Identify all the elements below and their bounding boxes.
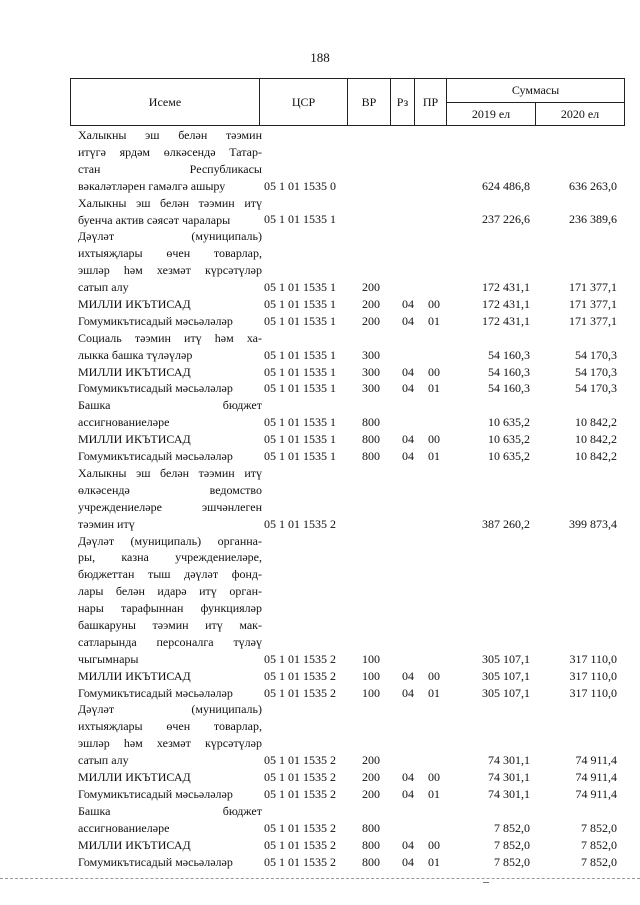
row-name-line: Дәүләт (муниципаль) органна- — [78, 533, 262, 548]
row-sum-2020: 10 842,2 — [575, 432, 617, 447]
row-sum-2020: 171 377,1 — [569, 280, 617, 295]
row-name — [78, 195, 262, 229]
row-rz: 04 — [402, 837, 414, 852]
row-vr: 800 — [362, 415, 380, 430]
row-name-line: эшләр һәм хезмәт күрсәтүләр — [78, 263, 262, 278]
row-rz: 04 — [402, 685, 414, 700]
row-name — [78, 533, 262, 668]
row-csr: 05 1 01 1535 2 — [264, 786, 336, 801]
row-name-line: Башка бюджет — [78, 398, 262, 413]
row-name-line: МИЛЛИ ИКЪТИСАД — [78, 770, 191, 785]
row-sum-2019: 74 301,1 — [488, 753, 530, 768]
row-sum-2019: 74 301,1 — [488, 786, 530, 801]
row-sum-2020: 399 873,4 — [569, 516, 617, 531]
row-sum-2019: 387 260,2 — [482, 516, 530, 531]
row-sum-2020: 10 842,2 — [575, 415, 617, 430]
table-row — [0, 431, 640, 448]
row-name-line: лары белән идарә итү орган- — [78, 584, 262, 599]
row-sum-2020: 7 852,0 — [581, 837, 617, 852]
row-csr: 05 1 01 1535 1 — [264, 364, 336, 379]
row-sum-2019: 305 107,1 — [482, 685, 530, 700]
row-rz: 04 — [402, 364, 414, 379]
row-name-line: итүгә ярдәм өлкәсендә Татар- — [78, 144, 262, 159]
row-name — [78, 380, 262, 397]
table-row — [0, 465, 640, 533]
row-name — [78, 228, 262, 296]
table-row — [0, 397, 640, 431]
row-name-line: сатып алу — [78, 280, 129, 295]
table-row — [0, 854, 640, 871]
row-csr: 05 1 01 1535 2 — [264, 753, 336, 768]
row-sum-2020: 317 110,0 — [569, 668, 617, 683]
row-csr: 05 1 01 1535 1 — [264, 296, 336, 311]
row-pr: 00 — [428, 296, 440, 311]
row-name-line: ассигнованиеләре — [78, 820, 170, 835]
row-name — [78, 803, 262, 837]
row-vr: 300 — [362, 347, 380, 362]
row-rz: 04 — [402, 786, 414, 801]
row-name — [78, 854, 262, 871]
row-csr: 05 1 01 1535 2 — [264, 770, 336, 785]
row-name — [78, 465, 262, 533]
row-csr: 05 1 01 1535 2 — [264, 516, 336, 531]
table-row — [0, 786, 640, 803]
table-row — [0, 195, 640, 229]
footer-mark — [483, 882, 489, 883]
table-row — [0, 533, 640, 668]
row-sum-2019: 305 107,1 — [482, 651, 530, 666]
row-name-line: Халыкны эш белән тәэмин итү — [78, 465, 262, 480]
row-rz: 04 — [402, 381, 414, 396]
row-name-line: сатып алу — [78, 753, 129, 768]
row-rz: 04 — [402, 854, 414, 869]
header-rz: Рз — [390, 78, 415, 126]
row-sum-2019: 172 431,1 — [482, 313, 530, 328]
row-sum-2019: 7 852,0 — [494, 820, 530, 835]
row-sum-2019: 54 160,3 — [488, 347, 530, 362]
row-vr: 200 — [362, 753, 380, 768]
row-sum-2020: 7 852,0 — [581, 854, 617, 869]
row-csr: 05 1 01 1535 2 — [264, 854, 336, 869]
header-pr: ПР — [414, 78, 447, 126]
row-vr: 200 — [362, 786, 380, 801]
row-name-line: МИЛЛИ ИКЪТИСАД — [78, 364, 191, 379]
row-name-line: ихтыяҗлары өчен товарлар, — [78, 246, 262, 261]
row-vr: 200 — [362, 296, 380, 311]
table-row — [0, 448, 640, 465]
row-sum-2019: 172 431,1 — [482, 296, 530, 311]
row-name — [78, 668, 262, 685]
row-name-line: Дәүләт (муниципаль) — [78, 702, 262, 717]
row-sum-2019: 10 635,2 — [488, 449, 530, 464]
page-number: 188 — [310, 50, 330, 65]
row-sum-2020: 74 911,4 — [575, 770, 617, 785]
row-vr: 300 — [362, 364, 380, 379]
row-rz: 04 — [402, 296, 414, 311]
row-csr: 05 1 01 1535 1 — [264, 381, 336, 396]
row-sum-2020: 636 263,0 — [569, 178, 617, 193]
row-name-line: Халыкны эш белән тәэмин итү — [78, 195, 262, 210]
row-vr: 800 — [362, 837, 380, 852]
row-csr: 05 1 01 1535 2 — [264, 668, 336, 683]
row-name-line: ры, казна учреждениеләре, — [78, 550, 262, 565]
row-name-line: МИЛЛИ ИКЪТИСАД — [78, 432, 191, 447]
row-pr: 00 — [428, 668, 440, 683]
row-sum-2020: 10 842,2 — [575, 449, 617, 464]
table-row — [0, 330, 640, 364]
row-name-line: Гомумикътисадый мәсьәләләр — [78, 786, 233, 801]
row-pr: 00 — [428, 770, 440, 785]
row-name — [78, 837, 262, 854]
row-sum-2019: 54 160,3 — [488, 381, 530, 396]
row-name — [78, 786, 262, 803]
table-header — [70, 78, 625, 126]
row-name-line: буенча актив сәясәт чаралары — [78, 212, 231, 227]
row-name-line: Гомумикътисадый мәсьәләләр — [78, 449, 233, 464]
row-rz: 04 — [402, 668, 414, 683]
table-row — [0, 668, 640, 685]
header-year-2019: 2019 ел — [446, 102, 536, 126]
row-sum-2020: 236 389,6 — [569, 212, 617, 227]
row-name-line: лыкка башка түләүләр — [78, 347, 193, 362]
row-sum-2020: 74 911,4 — [575, 786, 617, 801]
row-vr: 200 — [362, 770, 380, 785]
row-sum-2019: 10 635,2 — [488, 415, 530, 430]
row-name — [78, 330, 262, 364]
row-name — [78, 701, 262, 769]
row-name — [78, 685, 262, 702]
row-pr: 00 — [428, 837, 440, 852]
row-sum-2019: 305 107,1 — [482, 668, 530, 683]
table-row — [0, 127, 640, 195]
row-csr: 05 1 01 1535 1 — [264, 432, 336, 447]
row-vr: 100 — [362, 651, 380, 666]
row-sum-2019: 624 486,8 — [482, 178, 530, 193]
row-name-line: МИЛЛИ ИКЪТИСАД — [78, 668, 191, 683]
table-row — [0, 228, 640, 296]
row-name-line: өлкәсендә ведомство — [78, 482, 262, 497]
row-csr: 05 1 01 1535 1 — [264, 415, 336, 430]
row-name-line: чыгымнары — [78, 651, 139, 666]
row-sum-2020: 171 377,1 — [569, 313, 617, 328]
row-sum-2019: 74 301,1 — [488, 770, 530, 785]
row-sum-2019: 10 635,2 — [488, 432, 530, 447]
row-rz: 04 — [402, 313, 414, 328]
row-vr: 300 — [362, 381, 380, 396]
row-name-line: Дәүләт (муниципаль) — [78, 229, 262, 244]
row-name-line: бюджеттан тыш дәүләт фонд- — [78, 567, 262, 582]
row-name-line: Социаль тәэмин итү һәм ха- — [78, 330, 262, 345]
header-csr: ЦСР — [259, 78, 348, 126]
row-sum-2020: 317 110,0 — [569, 651, 617, 666]
row-sum-2020: 54 170,3 — [575, 381, 617, 396]
row-vr: 800 — [362, 854, 380, 869]
row-name — [78, 431, 262, 448]
row-sum-2019: 172 431,1 — [482, 280, 530, 295]
row-sum-2020: 74 911,4 — [575, 753, 617, 768]
row-pr: 01 — [428, 854, 440, 869]
table-row — [0, 769, 640, 786]
table-row — [0, 837, 640, 854]
row-name — [78, 313, 262, 330]
row-name — [78, 397, 262, 431]
row-vr: 200 — [362, 280, 380, 295]
row-vr: 800 — [362, 449, 380, 464]
row-name — [78, 769, 262, 786]
table-row — [0, 685, 640, 702]
table-row — [0, 364, 640, 381]
row-vr: 200 — [362, 313, 380, 328]
row-name — [78, 127, 262, 195]
row-sum-2019: 7 852,0 — [494, 837, 530, 852]
row-name — [78, 296, 262, 313]
row-sum-2019: 54 160,3 — [488, 364, 530, 379]
row-name-line: МИЛЛИ ИКЪТИСАД — [78, 837, 191, 852]
row-sum-2020: 317 110,0 — [569, 685, 617, 700]
header-year-2020: 2020 ел — [535, 102, 625, 126]
row-pr: 01 — [428, 786, 440, 801]
row-pr: 01 — [428, 449, 440, 464]
row-name-line: Гомумикътисадый мәсьәләләр — [78, 313, 233, 328]
row-pr: 00 — [428, 432, 440, 447]
row-name-line: Башка бюджет — [78, 803, 262, 818]
row-csr: 05 1 01 1535 2 — [264, 651, 336, 666]
row-name-line: Гомумикътисадый мәсьәләләр — [78, 854, 233, 869]
row-csr: 05 1 01 1535 1 — [264, 449, 336, 464]
row-csr: 05 1 01 1535 1 — [264, 313, 336, 328]
row-name-line: МИЛЛИ ИКЪТИСАД — [78, 296, 191, 311]
row-name — [78, 364, 262, 381]
table-row — [0, 296, 640, 313]
table-row — [0, 313, 640, 330]
row-pr: 01 — [428, 313, 440, 328]
row-name-line: нары тарафыннан функцияләр — [78, 601, 262, 616]
row-name-line: Халыкны эш белән тәэмин — [78, 128, 262, 142]
row-vr: 100 — [362, 668, 380, 683]
row-csr: 05 1 01 1535 2 — [264, 820, 336, 835]
row-sum-2020: 171 377,1 — [569, 296, 617, 311]
row-name-line: сатларында персоналга түләү — [78, 634, 262, 649]
row-vr: 100 — [362, 685, 380, 700]
table-row — [0, 701, 640, 769]
row-sum-2020: 7 852,0 — [581, 820, 617, 835]
row-rz: 04 — [402, 432, 414, 447]
row-csr: 05 1 01 1535 1 — [264, 347, 336, 362]
row-name-line: башкаруны тәэмин итү мак- — [78, 618, 262, 633]
row-pr: 01 — [428, 381, 440, 396]
row-name-line: учреждениеләре эшчәнлеген — [78, 499, 262, 514]
row-name-line: тәэмин итү — [78, 516, 135, 531]
row-sum-2020: 54 170,3 — [575, 347, 617, 362]
header-name: Исеме — [70, 78, 260, 126]
table-row — [0, 380, 640, 397]
row-vr: 800 — [362, 432, 380, 447]
table-body — [0, 127, 640, 870]
row-rz: 04 — [402, 449, 414, 464]
row-csr: 05 1 01 1535 1 — [264, 280, 336, 295]
row-name-line: эшләр һәм хезмәт күрсәтүләр — [78, 736, 262, 751]
row-name-line: ассигнованиеләре — [78, 415, 170, 430]
row-pr: 00 — [428, 364, 440, 379]
row-vr: 800 — [362, 820, 380, 835]
row-sum-2019: 237 226,6 — [482, 212, 530, 227]
row-sum-2019: 7 852,0 — [494, 854, 530, 869]
row-name — [78, 448, 262, 465]
row-name-line: ихтыяҗлары өчен товарлар, — [78, 719, 262, 734]
row-name-line: Гомумикътисадый мәсьәләләр — [78, 685, 233, 700]
row-sum-2020: 54 170,3 — [575, 364, 617, 379]
row-pr: 01 — [428, 685, 440, 700]
row-rz: 04 — [402, 770, 414, 785]
row-name-line: стан Республикасы — [78, 161, 262, 176]
header-vr: ВР — [347, 78, 391, 126]
header-sums: Суммасы — [446, 78, 625, 103]
row-name-line: вәкаләтләрен гамәлгә ашыру — [78, 178, 226, 193]
row-csr: 05 1 01 1535 0 — [264, 178, 336, 193]
row-csr: 05 1 01 1535 1 — [264, 212, 336, 227]
row-csr: 05 1 01 1535 2 — [264, 685, 336, 700]
footer-divider — [0, 878, 640, 879]
row-csr: 05 1 01 1535 2 — [264, 837, 336, 852]
row-name-line: Гомумикътисадый мәсьәләләр — [78, 381, 233, 396]
table-row — [0, 803, 640, 837]
